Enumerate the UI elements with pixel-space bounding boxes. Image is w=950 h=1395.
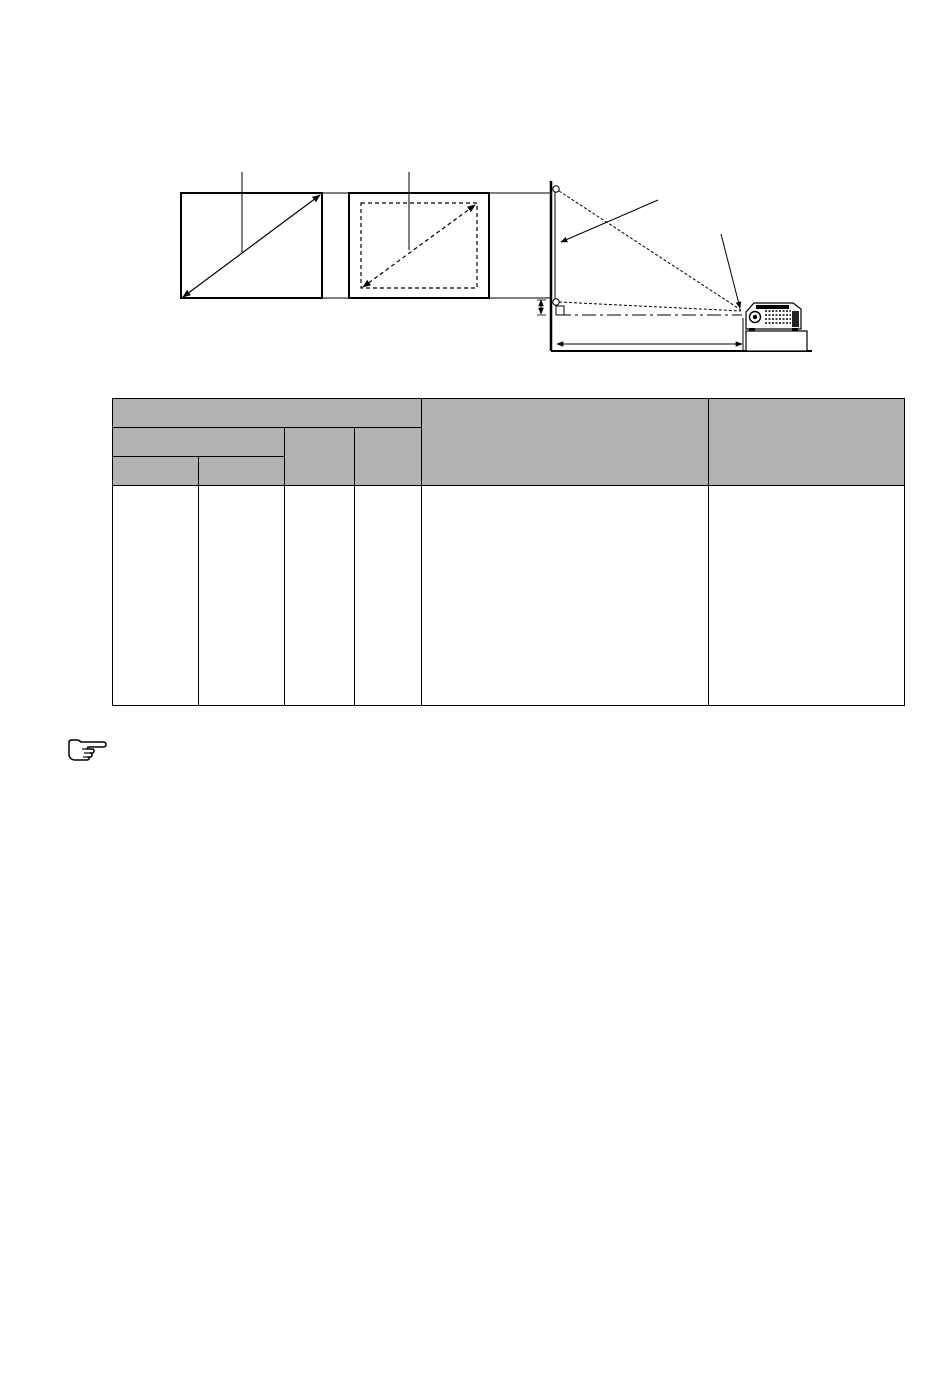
header-diagonal [113,428,285,457]
screen-pointer-arrow [561,200,658,242]
lens-pointer-arrow [721,234,740,308]
pointing-hand-icon [66,737,108,761]
table-row [113,486,905,706]
header-projection-distance [422,399,709,486]
header-screen-size [113,399,422,428]
table-cell [113,486,199,706]
header-width [355,428,422,486]
screen-frame [181,172,322,298]
projection-diagram [0,0,950,380]
projector-icon [746,303,807,351]
projection-distance-arrow [557,318,743,350]
table-cell [355,486,422,706]
table-cell [422,486,709,706]
header-vertical-offset [709,399,905,486]
header-mm [199,457,285,486]
header-height [285,428,355,486]
table-cell [709,486,905,706]
table-cell [285,486,355,706]
image-frame [349,172,489,298]
table-cell [199,486,285,706]
screen-size-table [112,398,905,706]
header-inch [113,457,199,486]
